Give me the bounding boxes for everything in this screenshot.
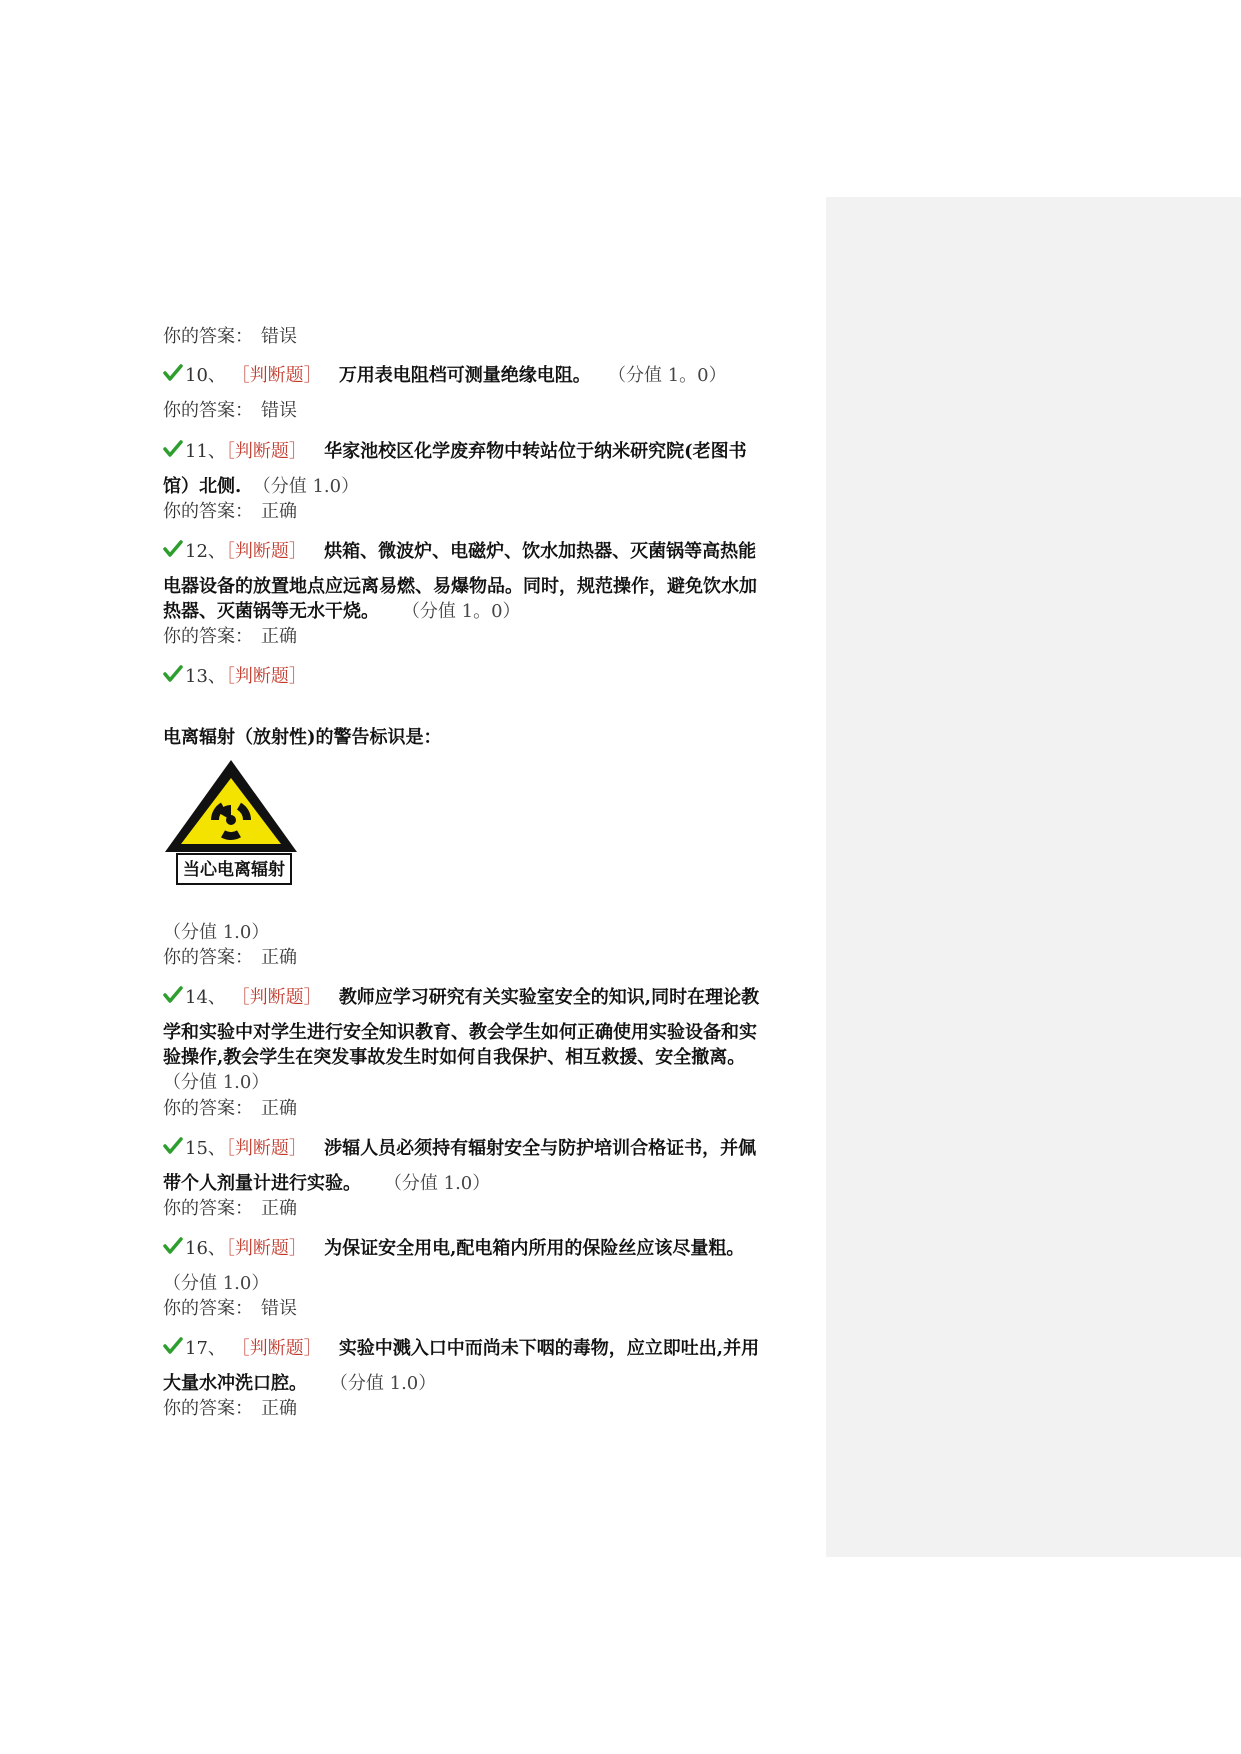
answer-value: 正确 — [261, 1098, 297, 1119]
checkmark-icon — [163, 540, 183, 558]
answer-value: 正确 — [261, 947, 297, 968]
answer-label: 你的答案： — [163, 501, 253, 522]
answer-label: 你的答案： — [163, 947, 253, 968]
question-number: 15、 — [185, 1138, 226, 1159]
question-15 — [163, 1136, 756, 1162]
question-text: 大量水冲洗口腔。 — [163, 1373, 307, 1394]
question-score: （分值 1.0） — [383, 1173, 491, 1194]
answer-value: 正确 — [261, 626, 297, 647]
question-text: 华家池校区化学废弃物中转站位于纳米研究院(老图书 — [324, 441, 747, 462]
answer-label: 你的答案： — [163, 626, 253, 647]
answer-value: 错误 — [261, 326, 297, 347]
radiation-warning-sign — [163, 756, 299, 892]
question-16 — [163, 1236, 744, 1262]
answer-row — [163, 398, 297, 424]
sign-caption: 当心电离辐射 — [183, 860, 285, 880]
answer-row — [163, 499, 297, 525]
question-number: 14、 — [185, 987, 226, 1008]
question-number: 13、 — [185, 666, 226, 687]
question-text: 学和实验中对学生进行安全知识教育、教会学生如何正确使用实验设备和实 — [163, 1022, 757, 1043]
checkmark-icon — [163, 1137, 183, 1155]
checkmark-icon — [163, 986, 183, 1004]
question-number: 10、 — [185, 365, 226, 386]
question-text: 验操作,教会学生在突发事故发生时如何自我保护、相互救援、安全撤离。 — [163, 1047, 746, 1068]
answer-row — [163, 1396, 297, 1422]
question-17 — [163, 1336, 759, 1362]
answer-label: 你的答案： — [163, 400, 253, 421]
checkmark-icon — [163, 1337, 183, 1355]
question-14-cont — [163, 1045, 745, 1071]
question-text: 馆）北侧. — [163, 476, 242, 497]
question-14-cont — [163, 1020, 757, 1046]
answer-value: 正确 — [261, 1198, 297, 1219]
question-type: ［判断题］ — [231, 365, 322, 386]
question-11-cont — [163, 474, 359, 500]
answer-value: 正确 — [261, 501, 297, 522]
question-text: 万用表电阻档可测量绝缘电阻。 — [338, 365, 591, 386]
question-text: 教师应学习研究有关实验室安全的知识,同时在理论教 — [338, 987, 760, 1008]
question-score: （分值 1.0） — [163, 1072, 270, 1093]
question-score: （分值 1。0） — [607, 365, 727, 386]
question-13-score — [163, 920, 269, 946]
question-text: 涉辐人员必须持有辐射安全与防护培训合格证书，并佩 — [324, 1138, 757, 1159]
question-score: （分值 1。0） — [401, 601, 521, 622]
answer-row — [163, 1096, 297, 1122]
question-11 — [163, 439, 747, 465]
question-15-cont — [163, 1171, 490, 1197]
checkmark-icon — [163, 1237, 183, 1255]
answer-value: 正确 — [261, 1398, 297, 1419]
answer-row — [163, 1296, 297, 1322]
question-10 — [163, 363, 727, 389]
question-text: 热器、灭菌锅等无水干烧。 — [163, 601, 379, 622]
question-13 — [163, 664, 307, 690]
question-type: ［判断题］ — [225, 666, 307, 687]
question-12-cont — [163, 574, 757, 600]
question-text: 为保证安全用电,配电箱内所用的保险丝应该尽量粗。 — [324, 1238, 745, 1259]
checkmark-icon — [163, 440, 183, 458]
question-17-cont — [163, 1371, 436, 1397]
question-type: ［判断题］ — [225, 541, 307, 562]
question-number: 16、 — [185, 1238, 226, 1259]
question-number: 11、 — [185, 441, 226, 462]
answer-label: 你的答案： — [163, 1298, 253, 1319]
question-score: （分值 1.0） — [329, 1373, 437, 1394]
question-type: ［判断题］ — [231, 987, 322, 1008]
answer-row — [163, 624, 297, 650]
question-type: ［判断题］ — [225, 441, 307, 462]
answer-row — [163, 1196, 297, 1222]
question-number: 17、 — [185, 1338, 226, 1359]
question-13-text — [163, 725, 442, 751]
question-text: 电器设备的放置地点应远离易燃、易爆物品。同时，规范操作，避免饮水加 — [163, 576, 757, 597]
checkmark-icon — [163, 364, 183, 382]
question-12 — [163, 539, 756, 565]
question-text: 烘箱、微波炉、电磁炉、饮水加热器、灭菌锅等高热能 — [324, 541, 757, 562]
question-score: （分值 1.0） — [163, 1273, 270, 1294]
question-16-score — [163, 1271, 269, 1297]
question-text: 实验中溅入口中而尚未下咽的毒物，应立即吐出,并用 — [338, 1338, 760, 1359]
question-text: 带个人剂量计进行实验。 — [163, 1173, 361, 1194]
answer-value: 错误 — [261, 400, 297, 421]
question-score: （分值 1.0） — [252, 476, 360, 497]
question-number: 12、 — [185, 541, 226, 562]
answer-row — [163, 324, 297, 350]
question-14 — [163, 985, 759, 1011]
answer-row — [163, 945, 297, 971]
question-text: 电离辐射（放射性)的警告标识是： — [163, 727, 442, 748]
comment-pane — [826, 197, 1241, 1557]
answer-label: 你的答案： — [163, 1098, 253, 1119]
checkmark-icon — [163, 665, 183, 683]
question-type: ［判断题］ — [225, 1138, 307, 1159]
question-12-cont — [163, 599, 521, 625]
answer-label: 你的答案： — [163, 1398, 253, 1419]
question-type: ［判断题］ — [225, 1238, 307, 1259]
question-type: ［判断题］ — [231, 1338, 322, 1359]
answer-value: 错误 — [261, 1298, 297, 1319]
question-14-score — [163, 1070, 269, 1096]
answer-label: 你的答案： — [163, 326, 253, 347]
question-score: （分值 1.0） — [163, 922, 270, 943]
answer-label: 你的答案： — [163, 1198, 253, 1219]
